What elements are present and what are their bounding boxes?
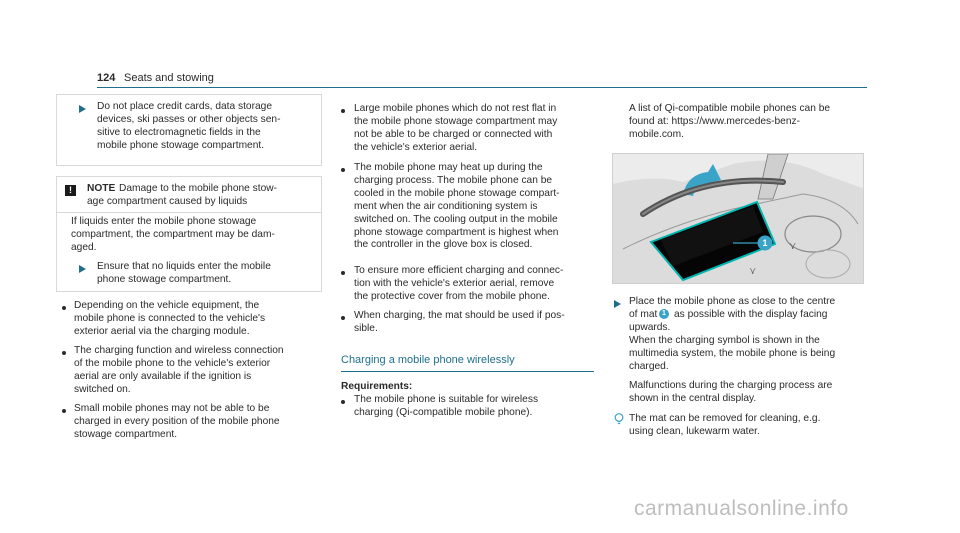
note-title-text: Damage to the mobile phone stow- (119, 183, 277, 194)
instruction-arrow-icon (79, 105, 86, 113)
list-item: To ensure more efficient charging and connec- tion with the vehicle's exterior aerial, remove the protective cover from the mobile phone. (354, 265, 564, 302)
svg-text:⋎: ⋎ (789, 241, 797, 252)
section-heading-rule (341, 371, 594, 372)
step-line-2a: of mat (629, 309, 658, 320)
bullet-dot (341, 400, 345, 404)
charging-mat-figure (612, 153, 864, 284)
instruction-text: Do not place credit cards, data storage devices, ski passes or other objects sen- sitive to electromagnetic fields in the mobile phone stowage compartment. (97, 101, 281, 151)
note-body: If liquids enter the mobile phone stowage compartment, the compartment may be dam- aged. (71, 216, 275, 253)
note-box (56, 176, 322, 292)
bullet-dot (341, 168, 345, 172)
requirement-text: The mobile phone is suitable for wireless charging (Qi-compatible mobile phone). (354, 394, 539, 418)
list-item: Small mobile phones may not be able to be charged in every position of the mobile phone stowage compartment. (74, 403, 280, 440)
page-number: 124 (97, 72, 116, 84)
step-line-2b: as possible with the display facing (674, 309, 828, 320)
note-title: NOTE (87, 183, 116, 194)
note-instruction-arrow-icon (79, 265, 86, 273)
figure-callout-label: 1 (762, 238, 768, 248)
info-text: The mat can be removed for cleaning, e.g. using clean, lukewarm water. (629, 413, 821, 437)
bullet-dot (62, 351, 66, 355)
note-title-text-2: age compartment caused by liquids (87, 196, 248, 207)
mat-callout-badge: 1 (659, 309, 669, 319)
step-line-1: Place the mobile phone as close to the centre (629, 296, 836, 307)
watermark: carmanualsonline.info (634, 497, 849, 520)
step-rest: upwards. When the charging symbol is shown in the multimedia system, the mobile phone is being charged. (629, 322, 836, 372)
bullet-dot (341, 316, 345, 320)
note-divider (57, 212, 321, 213)
svg-text:⋎: ⋎ (749, 266, 757, 277)
list-item: The charging function and wireless connection of the mobile phone to the vehicle's exterior aerial are only available if the ignition is switched on. (74, 345, 284, 395)
list-item: When charging, the mat should be used if pos- sible. (354, 310, 565, 334)
bullet-dot (341, 109, 345, 113)
charging-mat-illustration (613, 154, 864, 284)
list-item: The mobile phone may heat up during the charging process. The mobile phone can be cooled in the mobile phone stowage compart- ment when the air conditioning system is switched on. The cooling output in the mobile phone stowage compartment is highest when the controller in the glove box is closed. (354, 162, 560, 251)
bullet-dot (62, 409, 66, 413)
bullet-dot (62, 306, 66, 310)
list-item: Large mobile phones which do not rest flat in the mobile phone stowage compartment may not be able to be charged or connected with the vehicle's exterior aerial. (354, 103, 558, 153)
qi-list-intro: A list of Qi-compatible mobile phones can be found at: https://www.mercedes-benz- mobile.com. (629, 103, 831, 140)
list-item: Depending on the vehicle equipment, the mobile phone is connected to the vehicle's exterior aerial via the charging module. (74, 300, 266, 337)
section-title: Seats and stowing (124, 72, 214, 84)
mat-callout-icon (659, 309, 669, 322)
warning-icon: ! (65, 185, 76, 196)
requirements-label: Requirements: (341, 381, 413, 392)
bullet-dot (341, 271, 345, 275)
section-heading: Charging a mobile phone wirelessly (341, 354, 515, 366)
header-rule (97, 87, 867, 88)
info-lightbulb-icon (614, 413, 624, 425)
note-instruction: Ensure that no liquids enter the mobile phone stowage compartment. (97, 261, 271, 285)
instruction-box (56, 94, 322, 166)
malfunction-text: Malfunctions during the charging process are shown in the central display. (629, 380, 833, 404)
step-arrow-icon (614, 300, 621, 308)
